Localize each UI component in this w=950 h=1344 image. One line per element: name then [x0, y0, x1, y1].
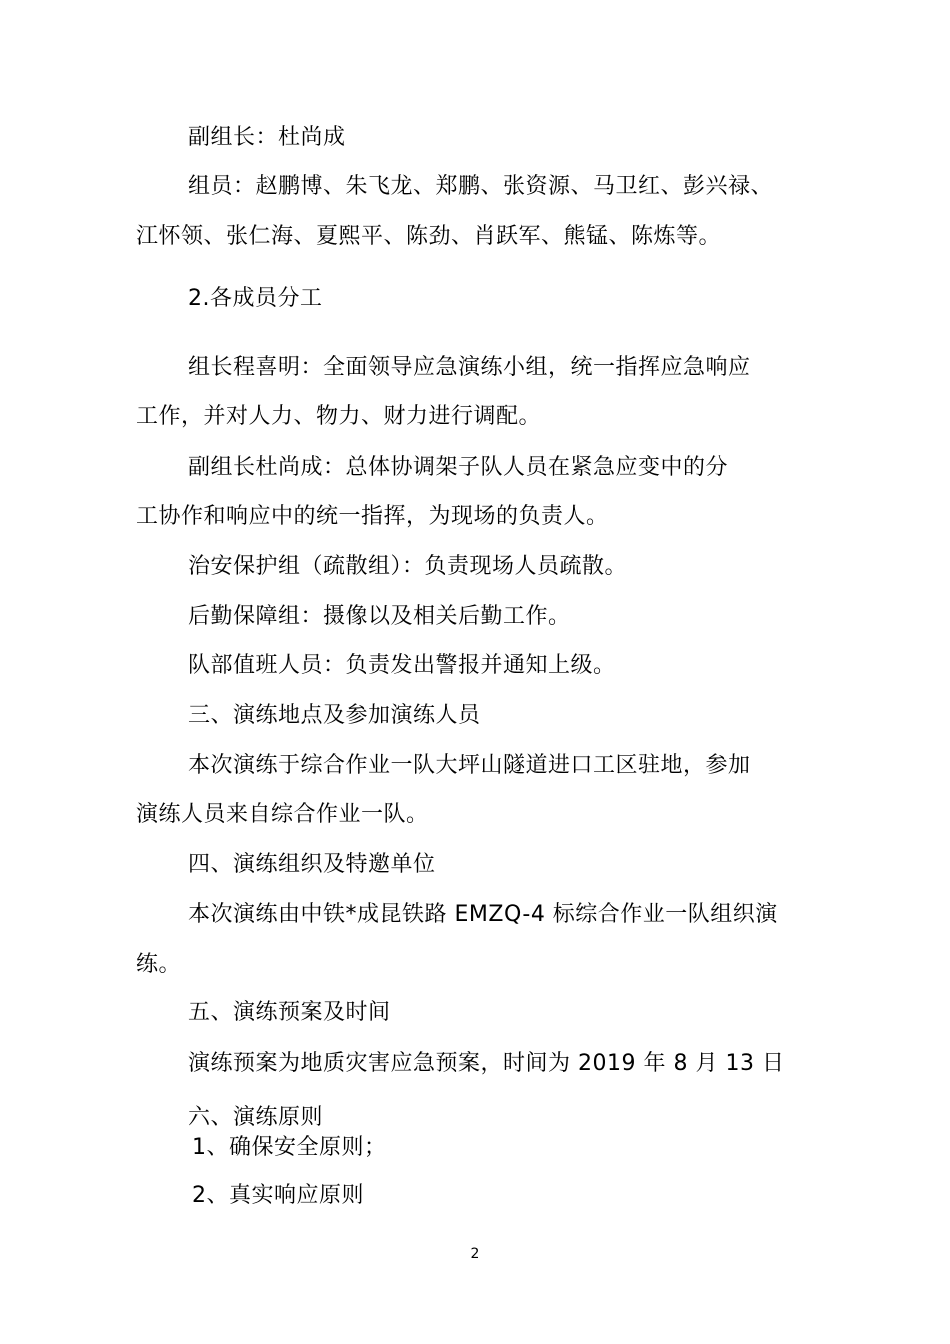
plan-time-line: 演练预案为地质灾害应急预案，时间为 2019 年 8 月 13 日 — [188, 1051, 785, 1076]
deputy-leader-line: 副组长：杜尚成 — [188, 125, 346, 150]
security-group-line: 治安保护组（疏散组）：负责现场人员疏散。 — [188, 554, 628, 579]
location-line-1: 本次演练于综合作业一队大坪山隧道进口工区驻地，参加 — [188, 753, 751, 778]
page-number: 2 — [470, 1246, 480, 1262]
section-heading-duties: 2.各成员分工 — [188, 286, 323, 311]
organization-line-2: 练。 — [136, 952, 182, 977]
members-line-1: 组员：赵鹏博、朱飞龙、郑鹏、张资源、马卫红、彭兴禄、 — [188, 174, 774, 199]
leader-duty-line-2: 工作，并对人力、物力、财力进行调配。 — [136, 404, 542, 429]
leader-duty-line-1: 组长程喜明：全面领导应急演练小组，统一指挥应急响应 — [188, 355, 751, 380]
section-heading-plan-time: 五、演练预案及时间 — [188, 1000, 391, 1025]
duty-staff-line: 队部值班人员：负责发出警报并通知上级。 — [188, 653, 616, 678]
principle-item-1: 1、确保安全原则； — [192, 1135, 387, 1160]
logistics-group-line: 后勤保障组：摄像以及相关后勤工作。 — [188, 604, 571, 629]
deputy-duty-line-2: 工协作和响应中的统一指挥，为现场的负责人。 — [136, 504, 609, 529]
organization-line-1: 本次演练由中铁*成昆铁路 EMZQ-4 标综合作业一队组织演 — [188, 902, 778, 927]
location-line-2: 演练人员来自综合作业一队。 — [136, 802, 429, 827]
principle-item-2: 2、真实响应原则 — [192, 1183, 364, 1208]
section-heading-location: 三、演练地点及参加演练人员 — [188, 703, 481, 728]
members-line-2: 江怀领、张仁海、夏熙平、陈劲、肖跃军、熊锰、陈炼等。 — [136, 224, 722, 249]
section-heading-organization: 四、演练组织及特邀单位 — [188, 852, 436, 877]
section-heading-principles: 六、演练原则 — [188, 1105, 324, 1130]
deputy-duty-line-1: 副组长杜尚成：总体协调架子队人员在紧急应变中的分 — [188, 455, 729, 480]
